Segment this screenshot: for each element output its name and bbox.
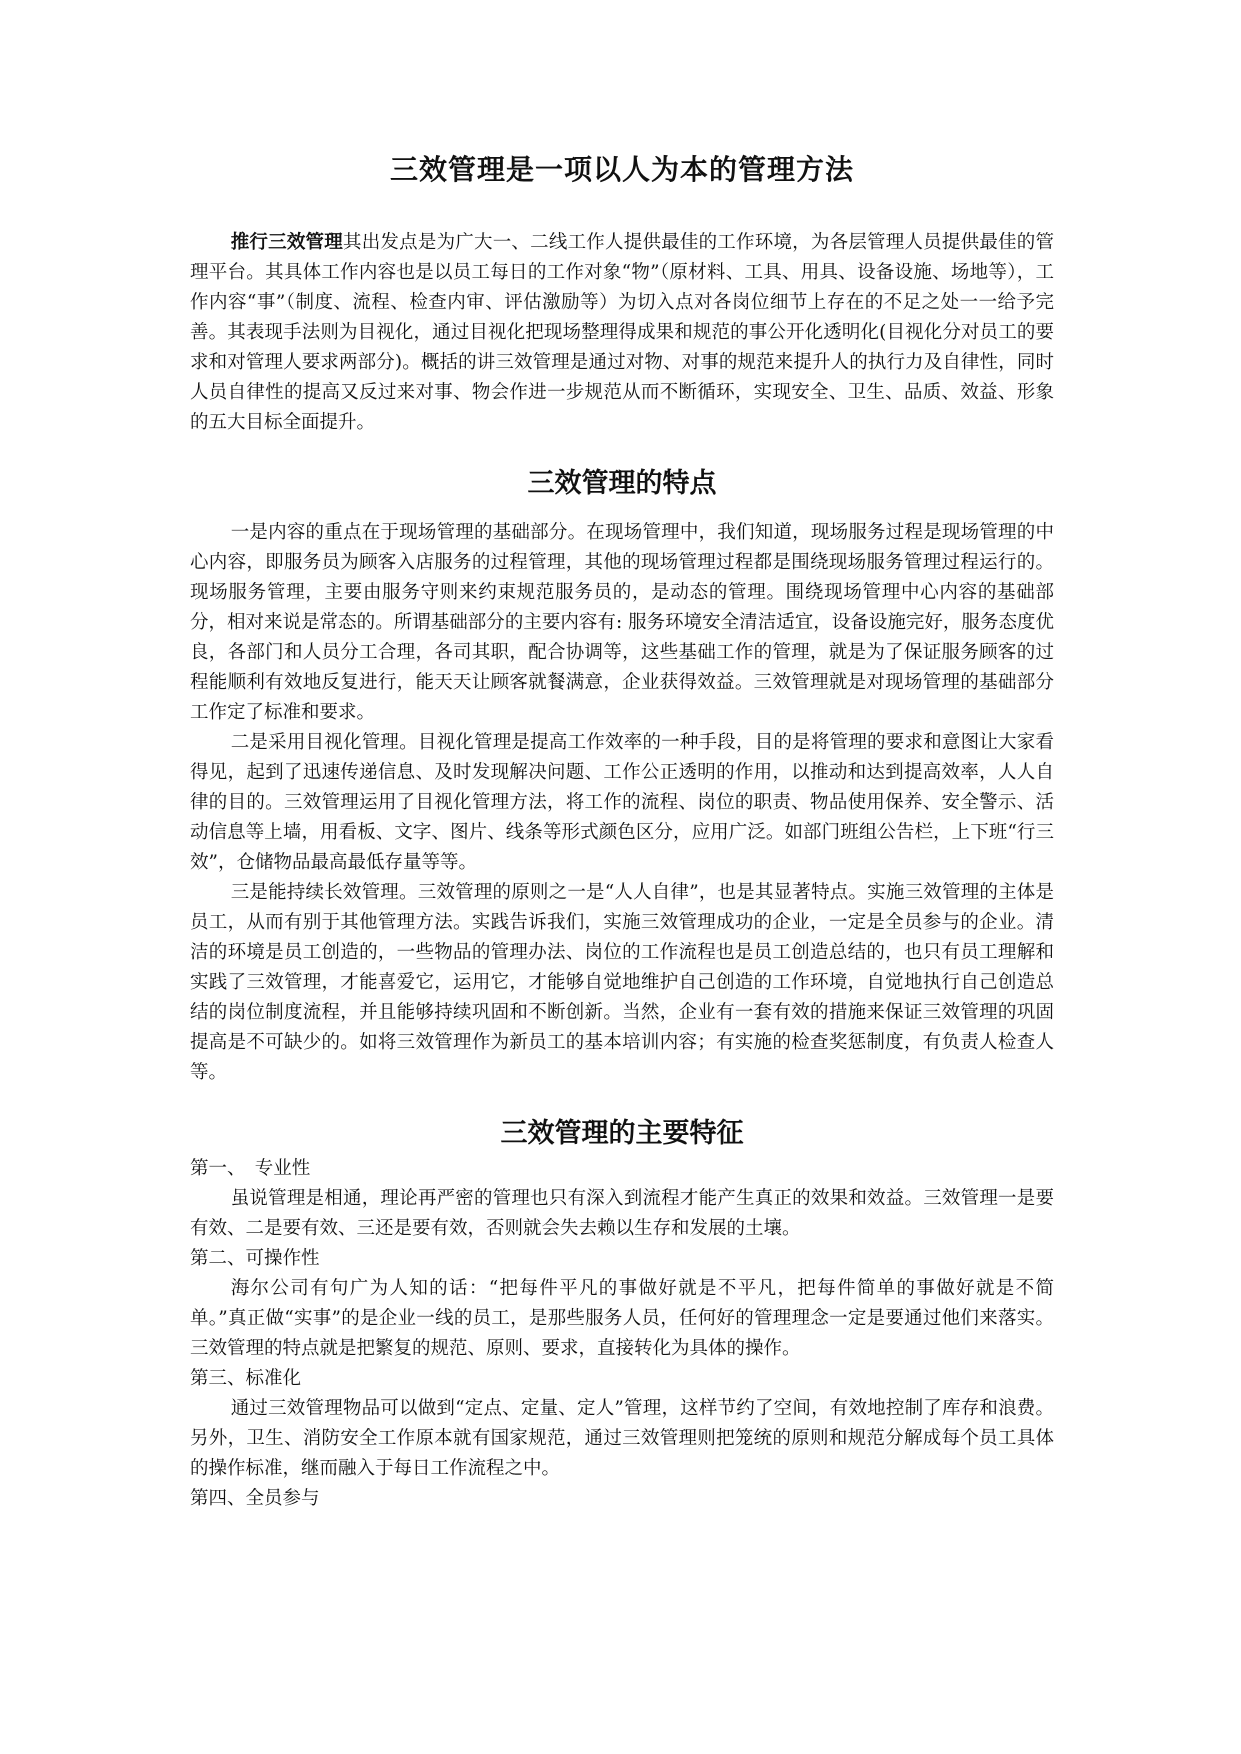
features-paragraph-2: 二是采用目视化管理。目视化管理是提高工作效率的一种手段，目的是将管理的要求和意图让大家看得见，起到了迅速传递信息、及时发现解决问题、工作公正透明的作用，以推动和达到提高效率，人人自律的目的。三效管理运用了目视化管理方法，将工作的流程、岗位的职责、物品使用保养、安全警示、活动信息等上墙，用看板、文字、图片、线条等形式颜色区分，应用广泛。如部门班组公告栏，上下班“行三效”，仓储物品最高最低存量等等。 xyxy=(190,732,1054,873)
features-paragraph-1: 一是内容的重点在于现场管理的基础部分。在现场管理中，我们知道，现场服务过程是现场管理的中心内容，即服务员为顾客入店服务的过程管理，其他的现场管理过程都是围绕现场服务管理过程运行的。现场服务管理，主要由服务守则来约束规范服务员的，是动态的管理。围绕现场管理中心内容的基础部分，相对来说是常态的。所谓基础部分的主要内容有: 服务环境安全清洁适宜，设备设施完好，服务态度优良，各部门和人员分工合理，各司其职，配合协调等，这些基础工作的管理，就是为了保证服务顾客的过程能顺利有效地反复进行，能天天让顾客就餐满意，企业获得效益。三效管理就是对现场管理的基础部分工作定了标准和要求。 xyxy=(190,522,1054,723)
intro-paragraph xyxy=(190,228,1054,438)
main-item-3-body: 通过三效管理物品可以做到“定点、定量、定人”管理，这样节约了空间，有效地控制了库存和浪费。另外，卫生、消防安全工作原本就有国家规范，通过三效管理则把笼统的原则和规范分解成每个员工具体的操作标准，继而融入于每日工作流程之中。 xyxy=(190,1398,1054,1479)
document-page xyxy=(190,150,1054,1514)
features-paragraph-3: 三是能持续长效管理。三效管理的原则之一是“人人自律”，也是其显著特点。实施三效管理的主体是员工，从而有别于其他管理方法。实践告诉我们，实施三效管理成功的企业，一定是全员参与的企业。清洁的环境是员工创造的，一些物品的管理办法、岗位的工作流程也是员工创造总结的，也只有员工理解和实践了三效管理，才能喜爱它，运用它，才能够自觉地维护自己创造的工作环境，自觉地执行自己创造总结的岗位制度流程，并且能够持续巩固和不断创新。当然，企业有一套有效的措施来保证三效管理的巩固提高是不可缺少的。如将三效管理作为新员工的基本培训内容；有实施的检查奖惩制度，有负责人检查人等。 xyxy=(190,882,1054,1083)
section-features-title: 三效管理的特点 xyxy=(527,468,717,499)
main-item-4-heading: 第四、全员参与 xyxy=(190,1488,320,1509)
main-item-3-heading: 第三、标准化 xyxy=(190,1368,302,1389)
main-item-1-body: 虽说管理是相通，理论再严密的管理也只有深入到流程才能产生真正的效果和效益。三效管理一是要有效、二是要有效、三还是要有效，否则就会失去赖以生存和发展的土壤。 xyxy=(190,1188,1054,1239)
intro-text: 其出发点是为广大一、二线工作人提供最佳的工作环境，为各层管理人员提供最佳的管理平台。其具体工作内容也是以员工每日的工作对象“物”（原材料、工具、用具、设备设施、场地等），工作内容“事”（制度、流程、检查内审、评估激励等）为切入点对各岗位细节上存在的不足之处一一给予完善。其表现手法则为目视化，通过目视化把现场整理得成果和规范的事公开化透明化(目视化分对员工的要求和对管理人要求两部分)。概括的讲三效管理是通过对物、对事的规范来提升人的执行力及自律性，同时人员自律性的提高又反过来对事、物会作进一步规范从而不断循环，实现安全、卫生、品质、效益、形象的五大目标全面提升。 xyxy=(190,232,1054,433)
document-title: 三效管理是一项以人为本的管理方法 xyxy=(389,153,854,186)
main-item-1-heading: 第一、 专业性 xyxy=(190,1158,311,1179)
section-main-title: 三效管理的主要特征 xyxy=(500,1118,744,1149)
main-item-2-body: 海尔公司有句广为人知的话：“把每件平凡的事做好就是不平凡，把每件简单的事做好就是不简单。”真正做“实事”的是企业一线的员工，是那些服务人员，任何好的管理理念一定是要通过他们来落实。三效管理的特点就是把繁复的规范、原则、要求，直接转化为具体的操作。 xyxy=(190,1278,1054,1359)
main-item-2-heading: 第二、可操作性 xyxy=(190,1248,320,1269)
intro-lead: 推行三效管理 xyxy=(230,232,343,253)
